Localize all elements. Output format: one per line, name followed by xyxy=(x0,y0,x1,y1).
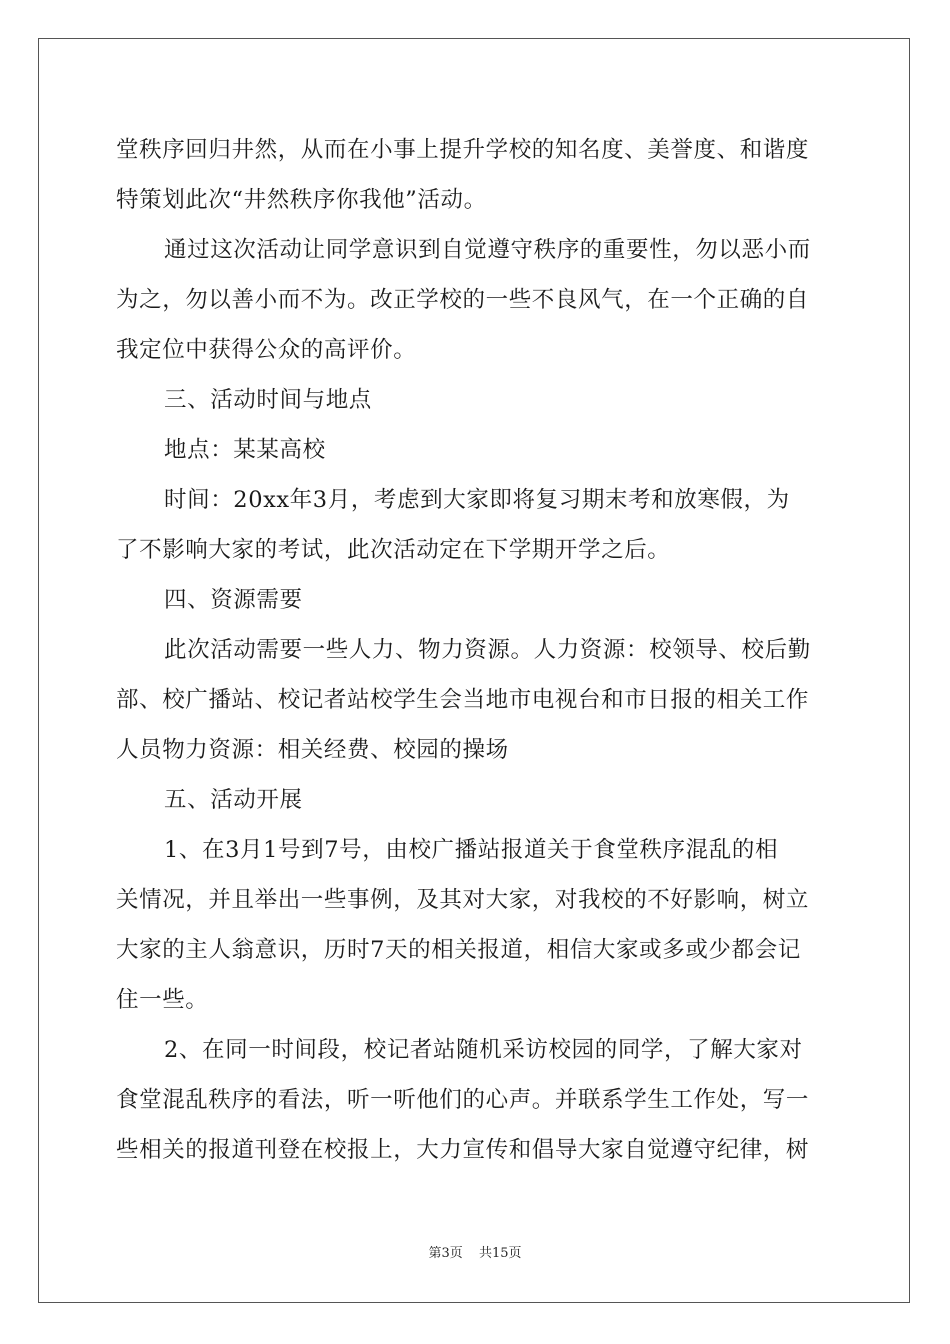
text-line: 些相关的报道刊登在校报上，大力宣传和倡导大家自觉遵守纪律，树 xyxy=(116,1137,810,1163)
text-line: 四、资源需要 xyxy=(164,587,303,613)
text-line: 部、校广播站、校记者站校学生会当地市电视台和市日报的相关工作 xyxy=(116,687,810,713)
text-line: 人员物力资源：相关经费、校园的操场 xyxy=(116,737,509,763)
text-line: 通过这次活动让同学意识到自觉遵守秩序的重要性，勿以恶小而 xyxy=(164,237,811,263)
text-line: 食堂混乱秩序的看法，听一听他们的心声。并联系学生工作处，写一 xyxy=(116,1087,810,1113)
text-line: 五、活动开展 xyxy=(164,787,303,813)
text-line: 此次活动需要一些人力、物力资源。人力资源：校领导、校后勤 xyxy=(164,637,811,663)
text-line: 我定位中获得公众的高评价。 xyxy=(116,337,417,363)
text-line: 地点：某某高校 xyxy=(164,437,326,463)
text-line: 时间：20xx年3月，考虑到大家即将复习期末考和放寒假，为 xyxy=(164,487,790,513)
text-line: 关情况，并且举出一些事例，及其对大家，对我校的不好影响，树立 xyxy=(116,887,810,913)
text-line: 堂秩序回归井然，从而在小事上提升学校的知名度、美誉度、和谐度 xyxy=(116,137,810,163)
text-line: 1、在3月1号到7号，由校广播站报道关于食堂秩序混乱的相 xyxy=(164,837,779,863)
current-page-label: 第3页 xyxy=(428,1246,463,1261)
document-body xyxy=(116,125,836,1175)
text-line: 大家的主人翁意识，历时7天的相关报道，相信大家或多或少都会记 xyxy=(116,937,801,963)
text-line: 了不影响大家的考试，此次活动定在下学期开学之后。 xyxy=(116,537,671,563)
total-pages-label: 共15页 xyxy=(478,1246,522,1261)
text-line: 住一些。 xyxy=(116,987,209,1013)
text-line: 三、活动时间与地点 xyxy=(164,387,372,413)
text-line: 特策划此次“井然秩序你我他”活动。 xyxy=(116,187,487,213)
text-line: 2、在同一时间段，校记者站随机采访校园的同学，了解大家对 xyxy=(164,1037,803,1063)
text-line: 为之，勿以善小而不为。改正学校的一些不良风气，在一个正确的自 xyxy=(116,287,810,313)
page-footer xyxy=(0,1244,950,1264)
